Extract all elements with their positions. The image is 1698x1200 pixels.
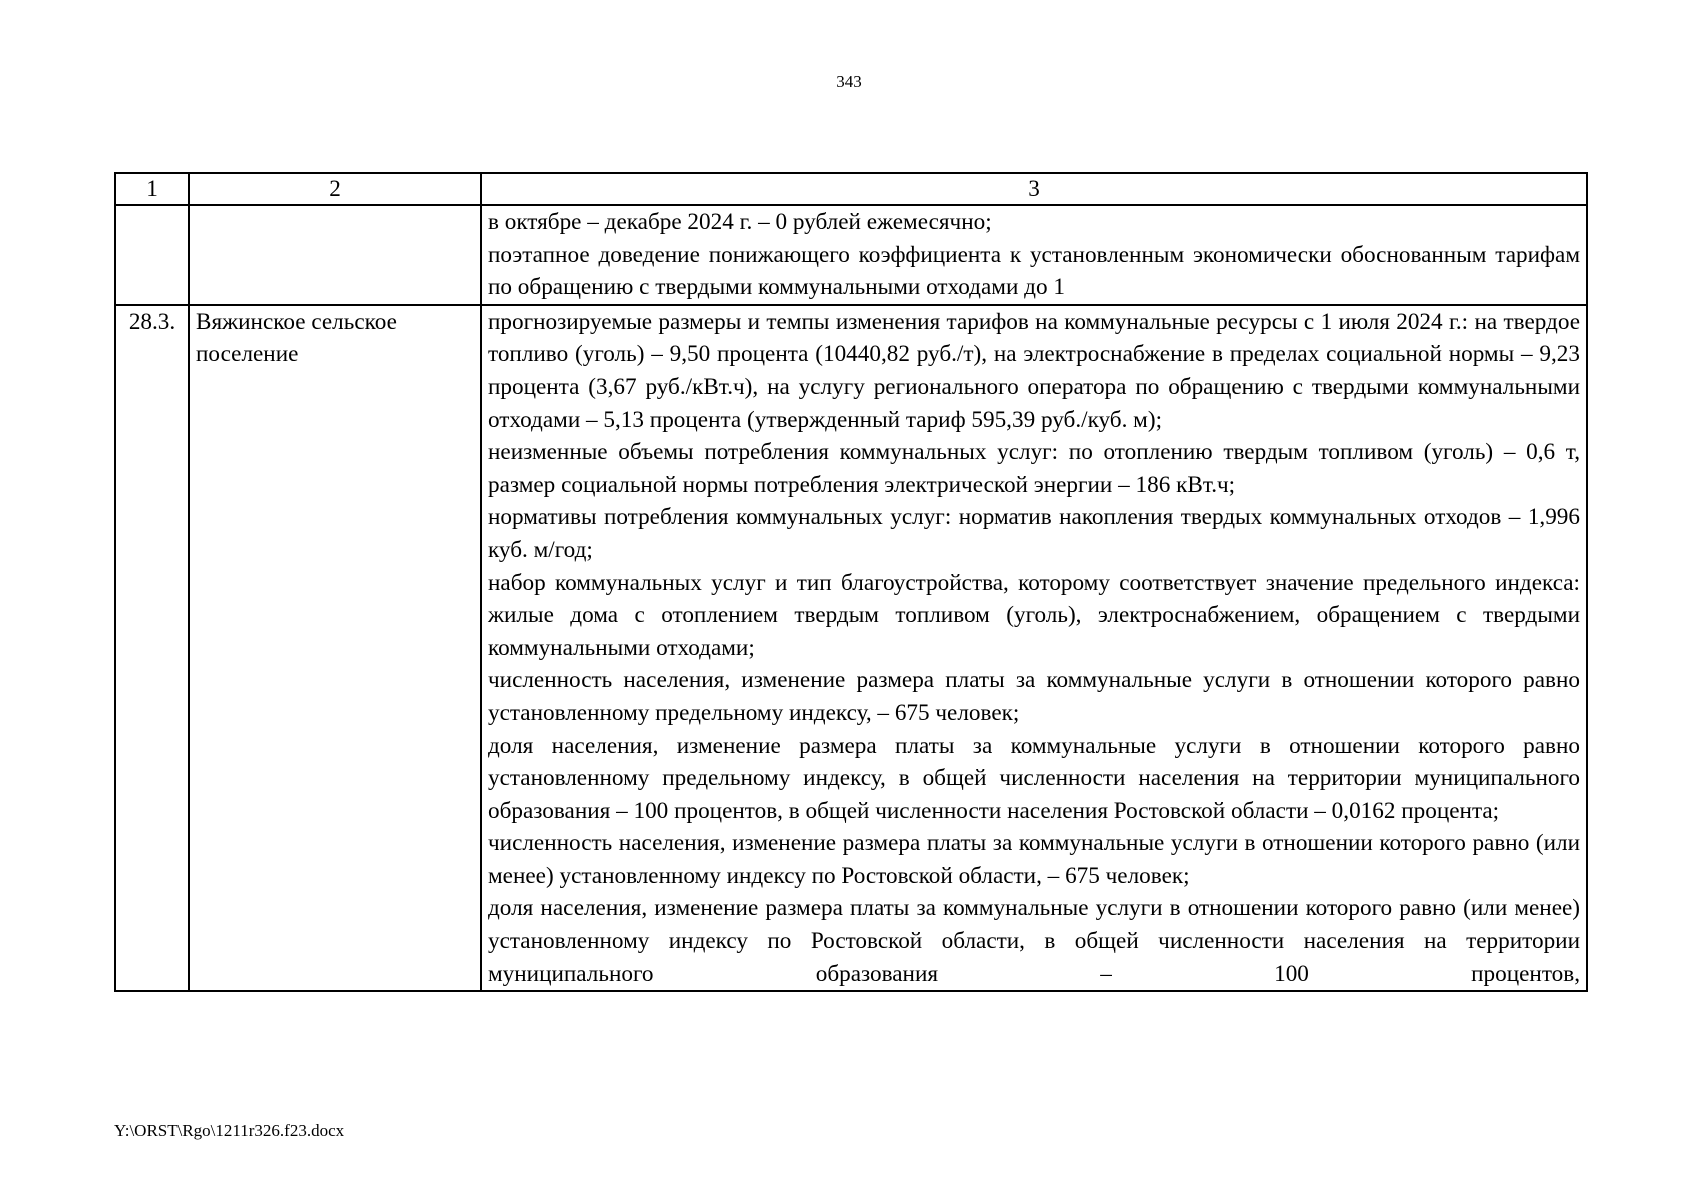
header-col-2: 2 [189, 173, 481, 205]
footer-file-path: Y:\ORST\Rgo\1211r326.f23.docx [114, 1121, 345, 1140]
settlement-name: Вяжинское сельское поселение [189, 305, 481, 991]
paragraph: поэтапное доведение понижающего коэффициента к установленным экономически обоснованным тарифам по обращению с твердыми коммунальными отходами до 1 [488, 241, 1580, 301]
tariff-table [114, 172, 1588, 992]
paragraph: набор коммунальных услуг и тип благоустройства, которому соответствует значение предельного индекса: жилые дома с отоплением твердым топливом (уголь), электроснабжением, обращением с твердыми коммунальными отходами; [488, 569, 1580, 661]
paragraph: численность населения, изменение размера платы за коммунальные услуги в отношении которого равно (или менее) установленному индексу по Ростовской области, – 675 человек; [488, 830, 1580, 889]
paragraph: нормативы потребления коммунальных услуг: норматив накопления твердых коммунальных отходов – 1,996 куб. м/год; [488, 504, 1580, 563]
continuation-text-cell [481, 205, 1587, 305]
table-row-28-3 [115, 305, 1587, 991]
table-header-row [115, 173, 1587, 205]
paragraph: доля населения, изменение размера платы за коммунальные услуги в отношении которого равно (или менее) установленному индексу по Ростовской области, в общей численности населения на территории муниципального образования – 100 процентов, [488, 895, 1580, 987]
paragraph: неизменные объемы потребления коммунальных услуг: по отоплению твердым топливом (уголь) – 0,6 т, размер социальной нормы потребления электрической энергии – 186 кВт.ч; [488, 439, 1580, 498]
header-col-1: 1 [115, 173, 189, 205]
paragraph: в октябре – декабре 2024 г. – 0 рублей ежемесячно; [488, 209, 992, 235]
page-number: 343 [836, 72, 862, 91]
table-row-continuation [115, 205, 1587, 305]
continuation-name-cell [189, 205, 481, 305]
row-number: 28.3. [115, 305, 189, 991]
row-text-cell [481, 305, 1587, 991]
paragraph: доля населения, изменение размера платы за коммунальные услуги в отношении которого равно установленному предельному индексу, в общей численности населения на территории муниципального образования – 100 процентов, в общей численности населения Ростовской области – 0,0162 процента; [488, 732, 1580, 824]
paragraph: численность населения, изменение размера платы за коммунальные услуги в отношении которого равно установленному предельному индексу, – 675 человек; [488, 667, 1580, 726]
header-col-3: 3 [481, 173, 1587, 205]
continuation-number-cell [115, 205, 189, 305]
paragraph: прогнозируемые размеры и темпы изменения тарифов на коммунальные ресурсы с 1 июля 2024 г.: на твердое топливо (уголь) – 9,50 процента (10440,82 руб./т), на электроснабжение в пределах социальной нормы – 9,23 процента (3,67 руб./кВт.ч), на услугу регионального оператора по обращению с твердыми коммунальными отходами – 5,13 процента (утвержденный тариф 595,39 руб./куб. м); [488, 308, 1580, 433]
